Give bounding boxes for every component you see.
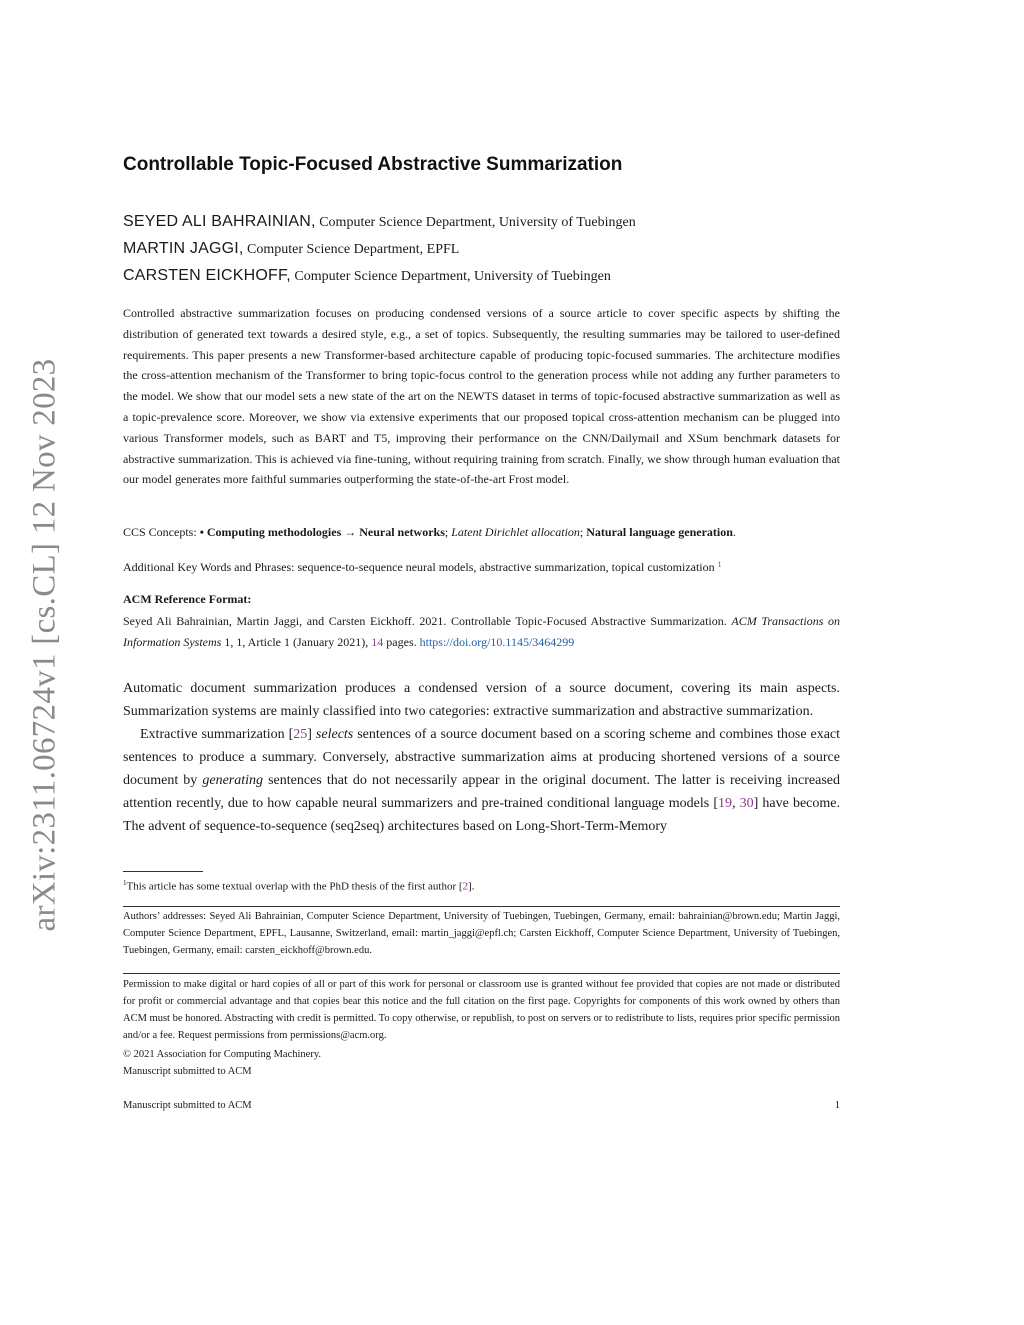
acm-reference-text [123,611,840,652]
footnote-end: ]. [468,880,475,893]
author-affiliation: Computer Science Department, EPFL [247,242,460,257]
text-run: Extractive summarization [ [140,727,294,742]
citation-link[interactable]: 30 [739,796,754,811]
footnote-mark: 1 [123,879,127,887]
acm-ref-pages-link[interactable]: 14 [371,634,384,649]
text-run: , [732,796,740,811]
author-name: MARTIN JAGGI, [123,240,244,257]
paragraph: Automatic document summarization produces a condensed version of a source document, covering its main aspects. Summarization systems are mainly classified into two categories: extractive summarization and abstractive summarization. [123,681,840,719]
author-line [123,267,883,285]
ccs-separator: ; [579,525,587,539]
citation-link[interactable]: 25 [293,727,308,742]
abstract: Controlled abstractive summarization focuses on producing condensed versions of a source article to cover specific aspects by shifting the distribution of generated text towards a desired style, e.g., a set of topics. Subsequently, the resulting summaries may be tailored to user-defined requirements. This paper presents a new Transformer-based architecture capable of producing topic-focused summaries. The architecture modifies the cross-attention mechanism of the Transformer to bring topic-focus control to the generation process while not adding any further parameters to the model. We show that our model sets a new state of the art on the NEWTS dataset in terms of topic-focused abstractive summarization as well as a topic-prevalence score. Moreover, we show via extensive experiments that our proposed topical cross-attention mechanism can be plugged into various Transformer models, such as BART and T5, improving their performance on the CNN/Dailymail and XSum benchmark datasets for abstractive summarization. This is achieved via fine-tuning, without requiring training from scratch. Finally, we show through human evaluation that our model generates more faithful summaries outperforming the state-of-the-art Frost model. [123,306,840,487]
permission-notice: Permission to make digital or hard copies of all or part of this work for personal or classroom use is granted without fee provided that copies are not made or distributed for profit or commercial advantage and that copies bear this notice and the full citation on the first page. Copyrights for components of this work owned by others than ACM must be honored. Abstracting with credit is permitted. To copy otherwise, or republish, to post on servers or to redistribute to lists, requires prior specific permission and/or a fee. Request permissions from permissions@acm.org. [123,979,840,1041]
author-addresses: Authors’ addresses: Seyed Ali Bahrainian, Computer Science Department, University of Tuebingen, Tuebingen, Germany, email: bahrainian@brown.edu; Martin Jaggi, Computer Science Department, EPFL, Lausanne, Switzerland, email: martin_jaggi@epfl.ch; Carsten Eickhoff, Computer Science Department, University of Tuebingen, Tuebingen, Germany, email: carsten_eickhoff@brown.edu. [123,911,840,956]
keywords-text: Additional Key Words and Phrases: sequence-to-sequence neural models, abstractive summarization, topical customization [123,560,718,574]
author-name: CARSTEN EICKHOFF, [123,267,291,284]
footer-venue: Manuscript submitted to ACM [123,1100,252,1111]
divider [123,906,840,907]
paper-title: Controllable Topic-Focused Abstractive Summarization [123,154,623,175]
emphasis: selects [315,727,354,742]
footnote [123,876,840,895]
divider [123,973,840,974]
footnote-text: This article has some textual overlap with the PhD thesis of the first author [ [126,880,463,893]
acm-ref-volume: 1, 1, Article 1 (January 2021), [221,634,372,649]
emphasis: generating [202,773,264,788]
paragraph [123,723,840,838]
manuscript-note: Manuscript submitted to ACM [123,1066,252,1077]
page-number: 1 [834,1100,840,1111]
ccs-separator: ; [444,525,452,539]
acm-ref-journal: ACM Transactions on Information Systems [123,614,840,649]
citation-link[interactable]: 19 [718,796,732,811]
ccs-label: CCS Concepts: [123,525,200,539]
acm-ref-authors: Seyed Ali Bahrainian, Martin Jaggi, and Carsten Eickhoff. 2021. Controllable Topic-Focused Abstractive Summarization. [123,614,732,628]
ccs-concept: Latent Dirichlet allocation [451,525,580,539]
text-run: ] have become. The advent of sequence-to-sequence (seq2seq) architectures based on Long-Short-Term-Memory [123,796,840,834]
body-text [123,677,840,838]
ccs-bullet: • [199,525,207,539]
acm-reference-heading: ACM Reference Format: [123,592,252,606]
author-affiliation: Computer Science Department, University of Tuebingen [294,269,611,284]
author-affiliation: Computer Science Department, University of Tuebingen [319,215,636,230]
doi-link[interactable]: https://doi.org/10.1145/3464299 [419,634,575,649]
arxiv-side-stamp: arXiv:2311.06724v1 [cs.CL] 12 Nov 2023 [26,358,63,932]
footnote-link[interactable]: 1 [717,560,722,569]
ccs-concepts [123,523,840,541]
ccs-concept: Natural language generation [586,525,733,539]
author-line [123,213,883,231]
text-run: ] [307,727,316,742]
author-name: SEYED ALI BAHRAINIAN, [123,213,316,230]
text-run: sentences that do not necessarily appear in the original document. The latter is receiving increased attention recently, due to how capable neural summarizers and pre-trained conditional language models [ [123,773,840,811]
copyright-line: © 2021 Association for Computing Machinery. [123,1049,322,1060]
acm-ref-pages-label: pages. [383,634,420,649]
footnote-rule [123,871,203,872]
citation-link[interactable]: 2 [462,880,469,893]
ccs-end: . [732,525,736,539]
text-run: sentences of a source document based on a scoring scheme and combines those exact sentences to produce a summary. Conversely, abstractive summarization aims at producing shortened versions of a source document by [123,727,841,788]
keywords [123,558,840,576]
ccs-concept: Computing methodologies → Neural networks [206,525,445,539]
author-line [123,240,883,258]
